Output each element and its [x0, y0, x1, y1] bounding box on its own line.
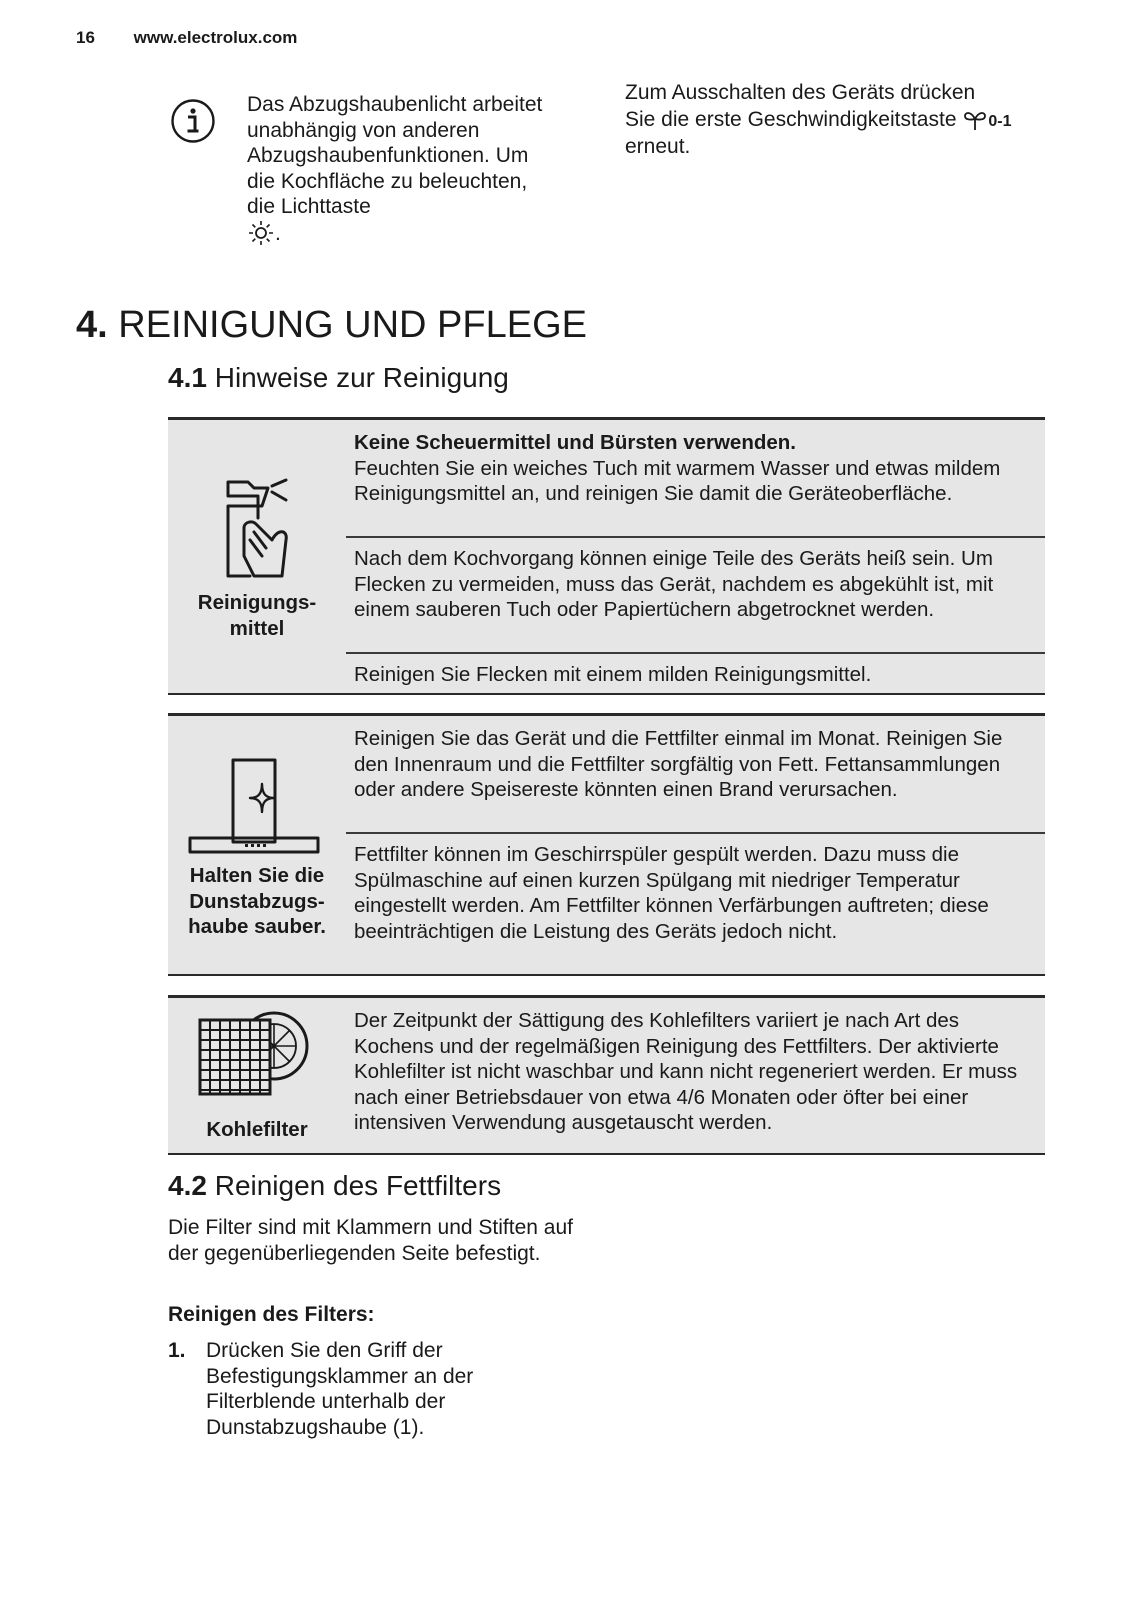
header-url[interactable]: www.electrolux.com	[133, 28, 298, 47]
cleaning-row-1-text: Feuchten Sie ein weiches Tuch mit warmem Wasser und etwas mildem Reinigungsmittel an, und reinigen Sie damit die Geräteoberfläche.	[354, 456, 1001, 505]
page-number: 16	[76, 28, 95, 47]
step-list	[168, 1338, 548, 1440]
carbon-filter-icon	[194, 1006, 312, 1102]
hood-clean-caption-1: Halten Sie die	[189, 864, 325, 887]
power-off-line3: erneut.	[625, 135, 691, 158]
filter-intro: Die Filter sind mit Klammern und Stiften auf der gegenüberliegenden Seite befestigt.	[168, 1216, 573, 1265]
step-text: Drücken Sie den Griff der Befestigungsklammer an der Filterblende unterhalb der Dunstabzugshaube (1).	[206, 1339, 474, 1439]
light-info-note: Das Abzugshaubenlicht arbeitet unabhängig von anderen Abzugshaubenfunktionen. Um die Kochfläche zu beleuchten, die Lichttaste .	[247, 93, 543, 245]
page-header	[76, 28, 297, 48]
power-off-note	[625, 80, 1055, 160]
carbon-filter-row-1: Der Zeitpunkt der Sättigung des Kohlefilters variiert je nach Art des Kochens und der regelmäßigen Reinigung des Fettfilters. Der aktivierte Kohlefilter ist nicht waschbar und kann nicht regeneriert werden. Er muss nach einer Betriebsdauer von etwa 4/6 Monaten oder öfter bei einer intensiven Verwendung ausgetauscht werden.	[354, 1009, 1018, 1134]
light-bulb-icon	[247, 220, 275, 246]
section-title: REINIGUNG UND PFLEGE	[118, 304, 587, 346]
power-off-line1: Zum Ausschalten des Geräts drücken	[625, 81, 976, 104]
hood-clean-caption-2: Dunstabzugs-	[189, 889, 325, 913]
spray-cleaning-icon	[214, 478, 304, 590]
filter-heading: Reinigen des Filters:	[168, 1303, 375, 1326]
hood-clean-icon-cell	[168, 716, 346, 974]
carbon-filter-table	[168, 995, 1045, 1155]
cleaning-row-3: Reinigen Sie Flecken mit einem milden Reinigungsmittel.	[354, 663, 872, 686]
hood-clean-icon	[188, 756, 320, 856]
hood-clean-row-1: Reinigen Sie das Gerät und die Fettfilter einmal im Monat. Reinigen Sie den Innenraum und die Fettfilter sorgfältig von Fett. Fettansammlungen oder andere Speisereste könnten einen Brand verursachen.	[354, 727, 1003, 801]
cleaning-agent-icon-cell	[168, 420, 346, 693]
cleaning-row-1	[346, 422, 1045, 536]
section-heading	[76, 304, 587, 347]
sub2-title: Reinigen des Fettfilters	[214, 1170, 502, 1201]
power-off-line2: Sie die erste Geschwindigkeitstaste	[625, 107, 957, 131]
hood-clean-table	[168, 713, 1045, 976]
subsection-heading-1	[168, 362, 509, 394]
sub1-number: 4.1	[168, 362, 207, 393]
info-circle-icon	[170, 98, 216, 144]
sub2-number: 4.2	[168, 1170, 207, 1201]
cleaning-agent-caption-2: mittel	[229, 616, 285, 640]
cleaning-agent-caption-1: Reinigungs-	[197, 591, 317, 614]
list-item	[168, 1338, 548, 1440]
hood-clean-row-2: Fettfilter können im Geschirrspüler gespült werden. Dazu muss die Spülmaschine auf einen kurzen Spülgang mit niedriger Temperatur eingestellt werden. Am Fettfilter können Verfärbungen auftreten; diese beeinträchtigen die Leistung des Geräts jedoch nicht.	[354, 843, 989, 943]
cleaning-agent-table	[168, 417, 1045, 695]
speed-label: 0-1	[988, 112, 1012, 130]
sub1-title: Hinweise zur Reinigung	[214, 362, 509, 393]
light-info-text: Das Abzugshaubenlicht arbeitet unabhängig von anderen Abzugshaubenfunktionen. Um die Kochfläche zu beleuchten, die Lichttaste	[247, 93, 543, 218]
carbon-filter-icon-cell	[168, 998, 346, 1153]
fan-speed-icon	[962, 106, 988, 132]
section-number: 4.	[76, 304, 108, 346]
step-number: 1.	[168, 1339, 186, 1362]
cleaning-row-1-bold: Keine Scheuermittel und Bürsten verwenden.	[354, 431, 796, 454]
cleaning-row-2: Nach dem Kochvorgang können einige Teile des Geräts heiß sein. Um Flecken zu vermeiden, muss das Gerät, nachdem es abgekühlt ist, mit einem sauberen Tuch oder Papiertüchern abgetrocknet werden.	[354, 547, 994, 621]
hood-clean-caption-3: haube sauber.	[188, 915, 326, 938]
subsection-heading-2	[168, 1170, 501, 1202]
carbon-filter-caption: Kohlefilter	[206, 1118, 308, 1141]
